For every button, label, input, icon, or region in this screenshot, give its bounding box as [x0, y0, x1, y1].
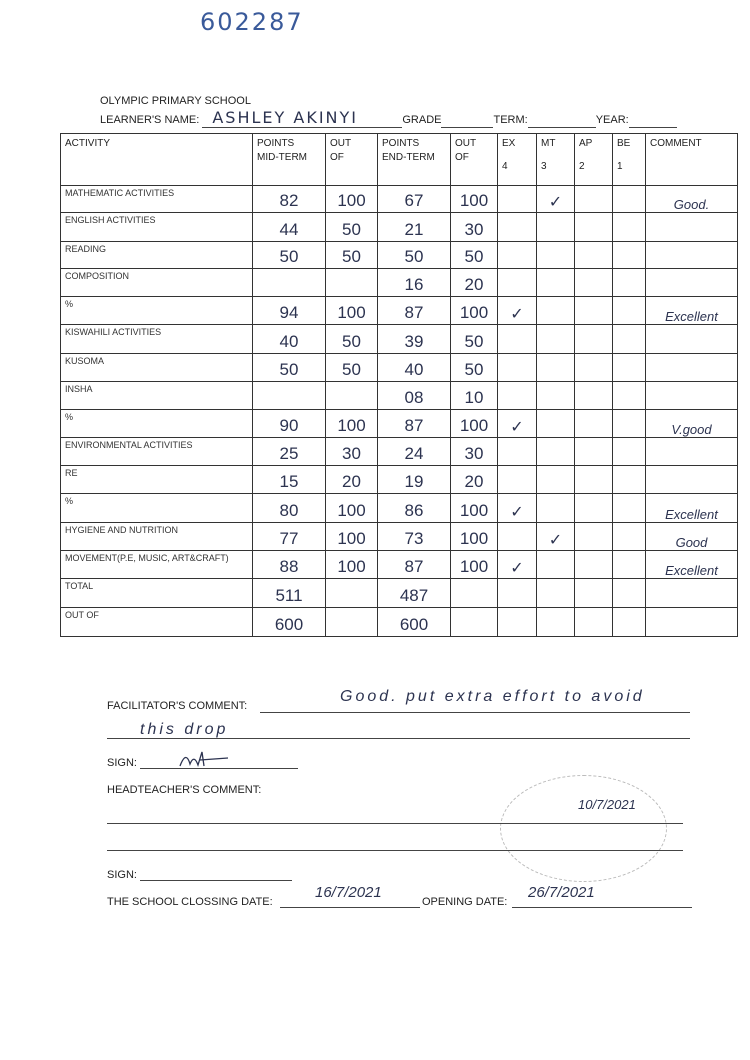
ex-check-cell: [498, 242, 537, 269]
mid-term-points-cell: 88: [253, 551, 326, 579]
col-comment: COMMENT: [646, 134, 738, 186]
activity-cell: KISWAHILI ACTIVITIES: [61, 325, 253, 354]
mid-term-points-cell: 511: [253, 579, 326, 608]
col-points-mid: POINTS MID-TERM: [253, 134, 326, 186]
activity-cell: KUSOMA: [61, 354, 253, 382]
comment-cell: [646, 608, 738, 637]
activity-cell: ENGLISH ACTIVITIES: [61, 213, 253, 242]
ex-check-cell: [498, 213, 537, 242]
comment-cell: [646, 242, 738, 269]
be-check-cell: [613, 608, 646, 637]
mid-term-points-cell: 25: [253, 438, 326, 466]
comment-cell: Excellent: [646, 494, 738, 523]
table-row: [61, 269, 738, 297]
end-term-points-cell: 600: [378, 608, 451, 637]
ap-check-cell: [575, 269, 613, 297]
comment-cell: Excellent: [646, 551, 738, 579]
ex-check-cell: ✓: [498, 494, 537, 523]
end-term-out-of-cell: 30: [451, 213, 498, 242]
col-be: BE 1: [613, 134, 646, 186]
end-term-points-cell: 24: [378, 438, 451, 466]
ap-check-cell: [575, 325, 613, 354]
ex-check-cell: [498, 354, 537, 382]
mt-check-cell: [537, 466, 575, 494]
year-blank: [629, 127, 677, 128]
ap-check-cell: [575, 297, 613, 325]
be-check-cell: [613, 551, 646, 579]
comment-cell: [646, 382, 738, 410]
learner-name-label: LEARNER'S NAME:: [100, 114, 200, 126]
school-name: OLYMPIC PRIMARY SCHOOL: [100, 95, 251, 107]
reference-number: 602287: [200, 8, 304, 36]
be-check-cell: [613, 354, 646, 382]
be-check-cell: [613, 410, 646, 438]
col-out-of-1: OUT OF: [326, 134, 378, 186]
learner-line: [100, 108, 677, 128]
facilitator-comment-2: this drop: [140, 721, 229, 738]
end-term-out-of-cell: 20: [451, 466, 498, 494]
ap-check-cell: [575, 523, 613, 551]
be-check-cell: [613, 242, 646, 269]
end-term-points-cell: 87: [378, 297, 451, 325]
comment-cell: [646, 466, 738, 494]
comment-cell: Good: [646, 523, 738, 551]
end-term-points-cell: 21: [378, 213, 451, 242]
col-activity: ACTIVITY: [61, 134, 253, 186]
mid-term-points-cell: 94: [253, 297, 326, 325]
ap-check-cell: [575, 213, 613, 242]
mid-term-out-of-cell: 100: [326, 297, 378, 325]
mid-term-out-of-cell: 20: [326, 466, 378, 494]
activity-cell: HYGIENE AND NUTRITION: [61, 523, 253, 551]
mt-check-cell: [537, 213, 575, 242]
be-check-cell: [613, 325, 646, 354]
headteacher-comment-label: HEADTEACHER'S COMMENT:: [107, 784, 262, 796]
ap-check-cell: [575, 579, 613, 608]
mid-term-out-of-cell: 100: [326, 410, 378, 438]
table-row: [61, 523, 738, 551]
closing-date-label: THE SCHOOL CLOSSING DATE:: [107, 896, 273, 908]
mt-check-cell: [537, 269, 575, 297]
table-row: [61, 242, 738, 269]
mid-term-out-of-cell: 100: [326, 551, 378, 579]
ex-check-cell: [498, 608, 537, 637]
mid-term-points-cell: 80: [253, 494, 326, 523]
end-term-out-of-cell: 100: [451, 410, 498, 438]
table-header-row: [61, 134, 738, 186]
end-term-points-cell: 87: [378, 410, 451, 438]
end-term-out-of-cell: 30: [451, 438, 498, 466]
be-check-cell: [613, 269, 646, 297]
ap-check-cell: [575, 410, 613, 438]
end-term-points-cell: 39: [378, 325, 451, 354]
activity-cell: OUT OF: [61, 608, 253, 637]
col-out-of-2: OUT OF: [451, 134, 498, 186]
mt-check-cell: ✓: [537, 523, 575, 551]
be-check-cell: [613, 297, 646, 325]
mid-term-out-of-cell: [326, 269, 378, 297]
mt-check-cell: [537, 579, 575, 608]
end-term-out-of-cell: [451, 608, 498, 637]
table-row: [61, 579, 738, 608]
ex-check-cell: ✓: [498, 410, 537, 438]
end-term-out-of-cell: 50: [451, 354, 498, 382]
end-term-out-of-cell: [451, 579, 498, 608]
term-blank: [528, 127, 596, 128]
stamp-date: 10/7/2021: [578, 797, 636, 812]
ex-check-cell: [498, 523, 537, 551]
col-ex: EX 4: [498, 134, 537, 186]
mid-term-out-of-cell: 50: [326, 242, 378, 269]
headteacher-line-2: [107, 850, 683, 851]
end-term-points-cell: 16: [378, 269, 451, 297]
sign-label-2: SIGN:: [107, 869, 137, 881]
end-term-points-cell: 19: [378, 466, 451, 494]
comment-cell: V.good: [646, 410, 738, 438]
closing-date-line: [280, 907, 420, 908]
table-row: [61, 410, 738, 438]
end-term-points-cell: 87: [378, 551, 451, 579]
ap-check-cell: [575, 382, 613, 410]
learner-name-value: ASHLEY AKINYI: [202, 108, 402, 128]
activity-cell: MATHEMATIC ACTIVITIES: [61, 186, 253, 213]
end-term-out-of-cell: 100: [451, 297, 498, 325]
comment-cell: [646, 269, 738, 297]
ex-check-cell: [498, 438, 537, 466]
ap-check-cell: [575, 354, 613, 382]
activity-cell: RE: [61, 466, 253, 494]
mid-term-points-cell: 50: [253, 242, 326, 269]
ap-check-cell: [575, 494, 613, 523]
ex-check-cell: [498, 186, 537, 213]
ex-check-cell: [498, 382, 537, 410]
activity-cell: %: [61, 494, 253, 523]
stamp-circle: [500, 775, 667, 882]
mid-term-points-cell: 77: [253, 523, 326, 551]
col-mt: MT 3: [537, 134, 575, 186]
mt-check-cell: [537, 297, 575, 325]
comment-cell: [646, 438, 738, 466]
end-term-points-cell: 86: [378, 494, 451, 523]
col-ap: AP 2: [575, 134, 613, 186]
table-row: [61, 466, 738, 494]
activity-cell: MOVEMENT(P.E, MUSIC, ART&CRAFT): [61, 551, 253, 579]
grade-label: GRADE: [402, 114, 442, 126]
activity-cell: INSHA: [61, 382, 253, 410]
mid-term-out-of-cell: [326, 382, 378, 410]
table-row: [61, 438, 738, 466]
mid-term-points-cell: [253, 269, 326, 297]
be-check-cell: [613, 466, 646, 494]
end-term-out-of-cell: 100: [451, 186, 498, 213]
grades-table: [60, 133, 738, 637]
table-row: [61, 325, 738, 354]
mt-check-cell: [537, 410, 575, 438]
end-term-out-of-cell: 100: [451, 523, 498, 551]
mid-term-out-of-cell: 100: [326, 523, 378, 551]
ap-check-cell: [575, 551, 613, 579]
mid-term-points-cell: [253, 382, 326, 410]
end-term-out-of-cell: 100: [451, 494, 498, 523]
activity-cell: COMPOSITION: [61, 269, 253, 297]
be-check-cell: [613, 213, 646, 242]
activity-cell: %: [61, 297, 253, 325]
table-body: [61, 186, 738, 637]
facilitator-line-1: [260, 712, 690, 713]
opening-date-line: [512, 907, 692, 908]
table-row: [61, 354, 738, 382]
end-term-out-of-cell: 50: [451, 325, 498, 354]
mt-check-cell: [537, 354, 575, 382]
end-term-points-cell: 487: [378, 579, 451, 608]
comment-cell: [646, 354, 738, 382]
sign-line-2: [140, 880, 292, 881]
comment-cell: Excellent: [646, 297, 738, 325]
ap-check-cell: [575, 438, 613, 466]
ex-check-cell: [498, 579, 537, 608]
mid-term-out-of-cell: 100: [326, 186, 378, 213]
end-term-points-cell: 67: [378, 186, 451, 213]
closing-date-value: 16/7/2021: [315, 884, 382, 901]
be-check-cell: [613, 186, 646, 213]
mid-term-out-of-cell: 30: [326, 438, 378, 466]
headteacher-line-1: [107, 823, 683, 824]
mid-term-out-of-cell: [326, 579, 378, 608]
mt-check-cell: [537, 494, 575, 523]
comment-cell: [646, 325, 738, 354]
activity-cell: TOTAL: [61, 579, 253, 608]
table-row: [61, 551, 738, 579]
be-check-cell: [613, 382, 646, 410]
mid-term-out-of-cell: 50: [326, 213, 378, 242]
end-term-out-of-cell: 20: [451, 269, 498, 297]
ap-check-cell: [575, 608, 613, 637]
opening-date-label: OPENING DATE:: [422, 896, 508, 908]
mid-term-out-of-cell: [326, 608, 378, 637]
mid-term-points-cell: 600: [253, 608, 326, 637]
be-check-cell: [613, 579, 646, 608]
ex-check-cell: ✓: [498, 551, 537, 579]
mt-check-cell: [537, 242, 575, 269]
mt-check-cell: [537, 382, 575, 410]
be-check-cell: [613, 494, 646, 523]
comment-cell: Good.: [646, 186, 738, 213]
activity-cell: ENVIRONMENTAL ACTIVITIES: [61, 438, 253, 466]
mid-term-out-of-cell: 100: [326, 494, 378, 523]
mt-check-cell: [537, 608, 575, 637]
ex-check-cell: ✓: [498, 297, 537, 325]
activity-cell: READING: [61, 242, 253, 269]
table-row: [61, 186, 738, 213]
mt-check-cell: ✓: [537, 186, 575, 213]
end-term-points-cell: 40: [378, 354, 451, 382]
mt-check-cell: [537, 325, 575, 354]
mt-check-cell: [537, 551, 575, 579]
mid-term-points-cell: 15: [253, 466, 326, 494]
table-row: [61, 608, 738, 637]
facilitator-comment-label: FACILITATOR'S COMMENT:: [107, 700, 248, 712]
end-term-out-of-cell: 50: [451, 242, 498, 269]
ex-check-cell: [498, 269, 537, 297]
mid-term-points-cell: 40: [253, 325, 326, 354]
ex-check-cell: [498, 466, 537, 494]
mid-term-points-cell: 82: [253, 186, 326, 213]
end-term-out-of-cell: 10: [451, 382, 498, 410]
signature-mark: [178, 748, 238, 770]
sign-label-1: SIGN:: [107, 757, 137, 769]
table-row: [61, 213, 738, 242]
mt-check-cell: [537, 438, 575, 466]
end-term-out-of-cell: 100: [451, 551, 498, 579]
table-row: [61, 382, 738, 410]
mid-term-out-of-cell: 50: [326, 354, 378, 382]
mid-term-points-cell: 50: [253, 354, 326, 382]
activity-cell: %: [61, 410, 253, 438]
col-points-end: POINTS END-TERM: [378, 134, 451, 186]
ap-check-cell: [575, 466, 613, 494]
end-term-points-cell: 08: [378, 382, 451, 410]
ap-check-cell: [575, 242, 613, 269]
mid-term-out-of-cell: 50: [326, 325, 378, 354]
term-label: TERM:: [493, 114, 528, 126]
be-check-cell: [613, 438, 646, 466]
table-row: [61, 297, 738, 325]
ex-check-cell: [498, 325, 537, 354]
table-row: [61, 494, 738, 523]
be-check-cell: [613, 523, 646, 551]
opening-date-value: 26/7/2021: [528, 884, 595, 901]
year-label: YEAR:: [595, 114, 629, 126]
grade-blank: [441, 127, 493, 128]
facilitator-comment-1: Good. put extra effort to avoid: [340, 688, 645, 705]
mid-term-points-cell: 90: [253, 410, 326, 438]
comment-cell: [646, 213, 738, 242]
mid-term-points-cell: 44: [253, 213, 326, 242]
ap-check-cell: [575, 186, 613, 213]
end-term-points-cell: 73: [378, 523, 451, 551]
end-term-points-cell: 50: [378, 242, 451, 269]
comment-cell: [646, 579, 738, 608]
